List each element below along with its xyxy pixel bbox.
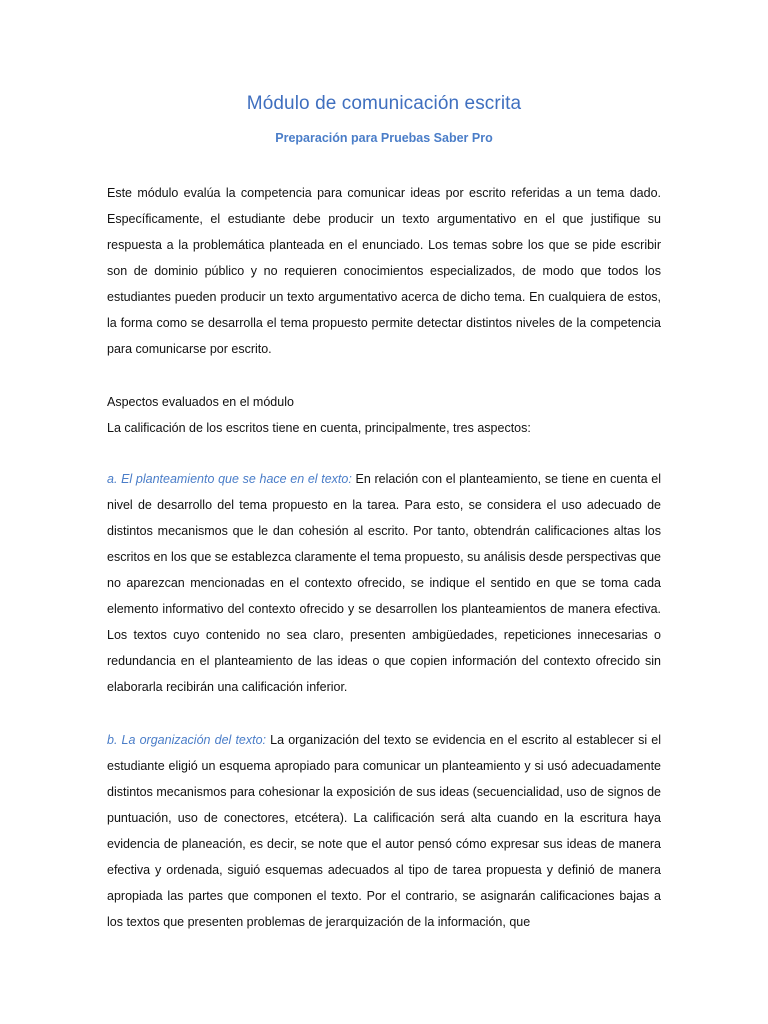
document-subtitle: Preparación para Pruebas Saber Pro <box>275 131 493 145</box>
section-intro: La calificación de los escritos tiene en cuenta, principalmente, tres aspectos: <box>107 421 531 435</box>
section-heading: Aspectos evaluados en el módulo <box>107 395 294 409</box>
aspect-b-lead: b. La organización del texto: <box>107 733 267 747</box>
aspect-a-paragraph <box>107 466 661 700</box>
aspect-b-paragraph <box>107 727 661 935</box>
aspect-b-text: La organización del texto se evidencia en el escrito al establecer si el estudiante eligió un esquema apropiado para comunicar un planteamiento y si usó adecuadamente distintos mecanismos para cohesionar la exposición de sus ideas (secuencialidad, uso de signos de puntuación, uso de conectores, etcétera). La calificación será alta cuando en la escritura haya evidencia de planeación, es decir, se note que el autor pensó cómo expresar sus ideas de manera efectiva y ordenada, siguió esquemas adecuados al tipo de tarea propuesta y definió de manera apropiada las partes que componen el texto. Por el contrario, se asignarán calificaciones bajas a los textos que presenten problemas de jerarquización de la información, que <box>107 733 661 929</box>
aspect-a-lead: a. El planteamiento que se hace en el texto: <box>107 472 352 486</box>
intro-paragraph: Este módulo evalúa la competencia para comunicar ideas por escrito referidas a un tema dado. Específicamente, el estudiante debe producir un texto argumentativo en el que justifique su respuesta a la problemática planteada en el enunciado. Los temas sobre los que se pide escribir son de dominio público y no requieren conocimientos especializados, de modo que todos los estudiantes pueden producir un texto argumentativo acerca de dicho tema. En cualquiera de estos, la forma como se desarrolla el tema propuesto permite detectar distintos niveles de la competencia para comunicarse por escrito. <box>107 186 661 356</box>
aspect-a-text: En relación con el planteamiento, se tiene en cuenta el nivel de desarrollo del tema propuesto en la tarea. Para esto, se considera el uso adecuado de distintos mecanismos que le dan cohesión al escrito. Por tanto, obtendrán calificaciones altas los escritos en los que se establezca claramente el tema propuesto, su análisis desde perspectivas que no aparezcan mencionadas en el contexto ofrecido, se indique el sentido en que se toma cada elemento informativo del contexto ofrecido y se desarrollen los planteamientos de manera efectiva. Los textos cuyo contenido no sea claro, presenten ambigüedades, repeticiones innecesarias o redundancia en el planteamiento de las ideas o que copien información del contexto ofrecido sin elaborarla recibirán una calificación inferior. <box>107 472 661 694</box>
document-title: Módulo de comunicación escrita <box>246 93 522 114</box>
